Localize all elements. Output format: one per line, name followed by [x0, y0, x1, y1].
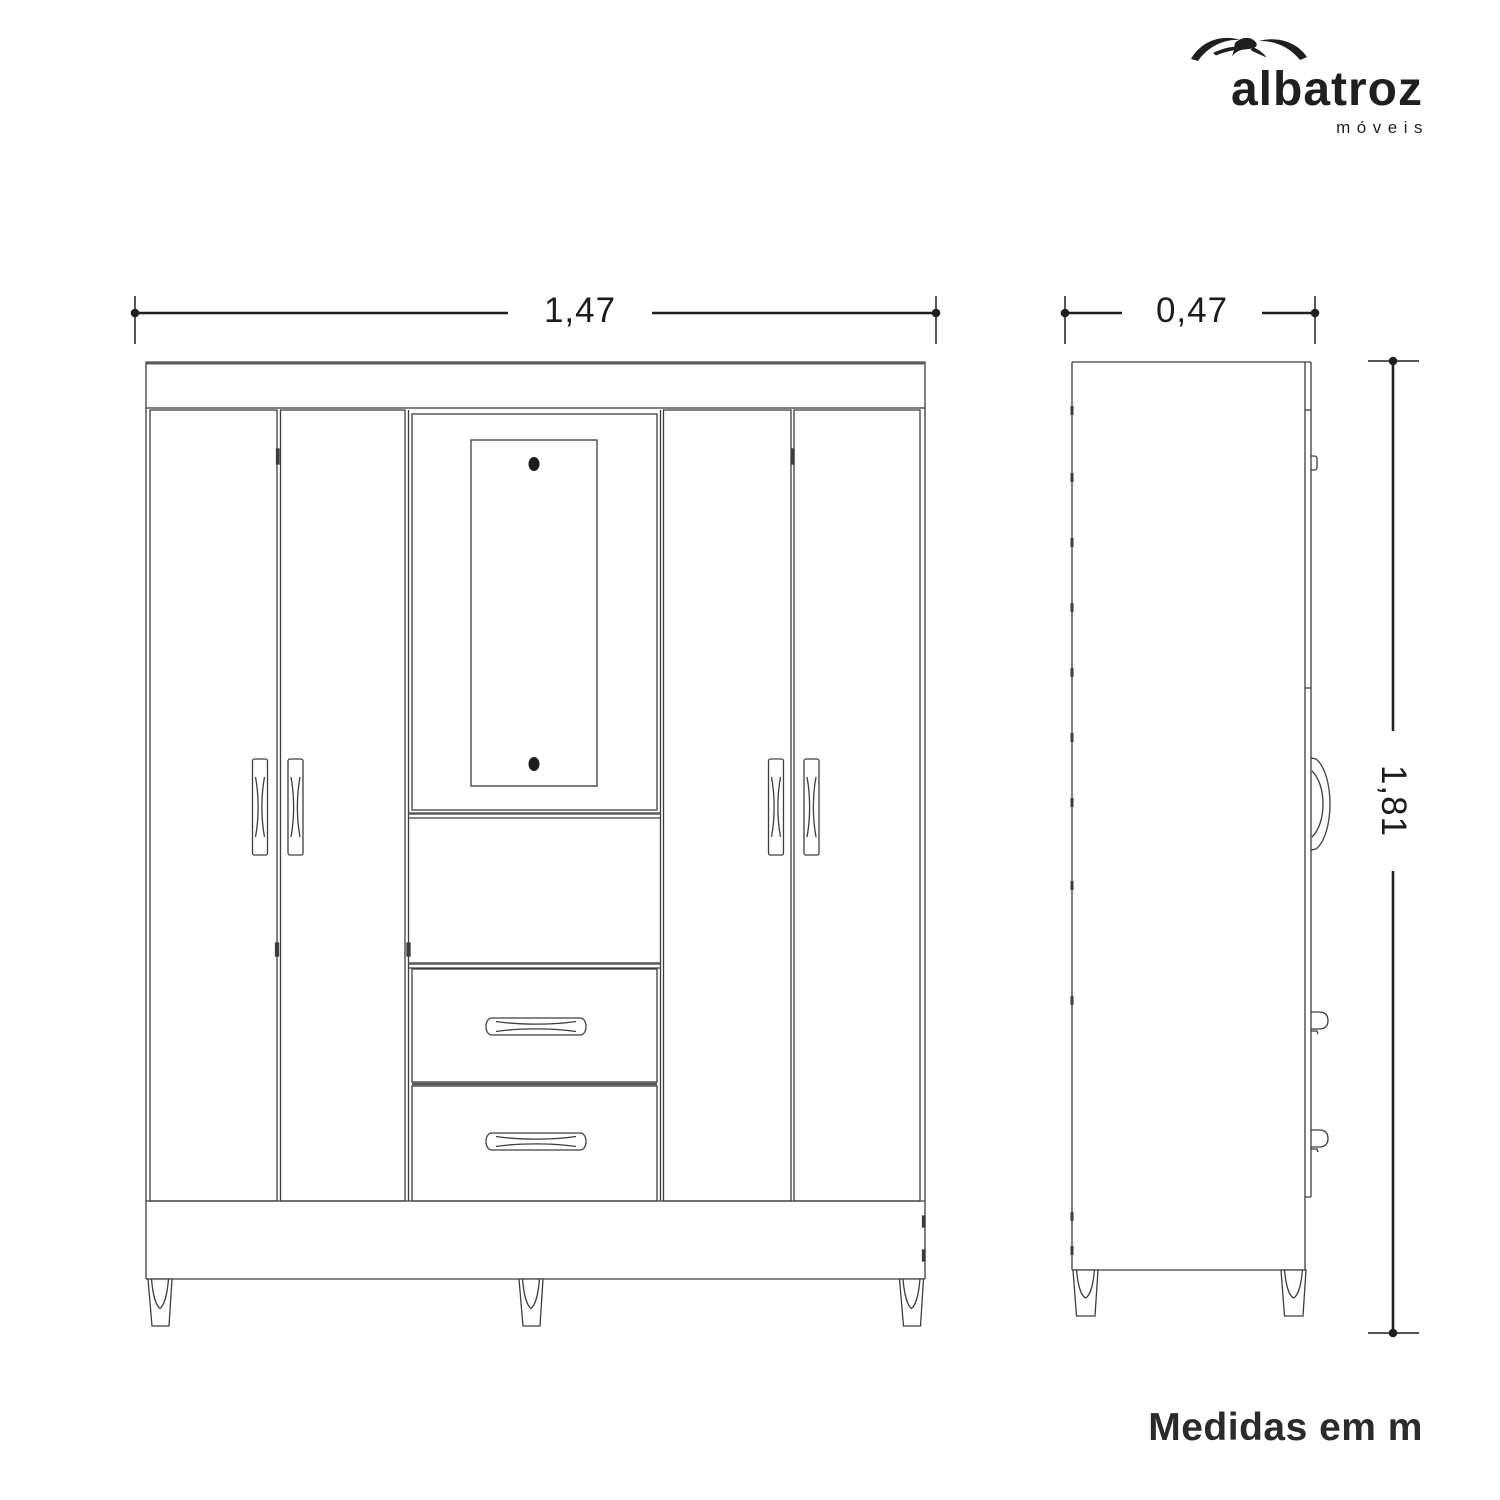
- door-1-handle: [253, 759, 268, 855]
- front-view-drawing: [146, 362, 925, 1326]
- drawer-1-handle: [486, 1018, 586, 1035]
- hinge-mark: [276, 943, 279, 956]
- drawer-2-handle: [486, 1133, 586, 1150]
- drawer-1: [412, 969, 657, 1082]
- front-foot-left: [148, 1279, 172, 1326]
- fitting-mark: [923, 1216, 926, 1227]
- front-foot-center: [519, 1279, 543, 1326]
- front-door-2: [281, 410, 406, 1201]
- side-depth-label: 0,47: [1122, 291, 1262, 331]
- fitting-mark: [923, 1250, 926, 1261]
- side-hinge-bump: [1311, 456, 1317, 470]
- mirror-door: [412, 414, 657, 810]
- side-drawer-handle-1: [1311, 1012, 1328, 1034]
- side-drawer-handle-2: [1311, 1130, 1328, 1152]
- mirror-door-knob-top: [529, 457, 540, 471]
- front-top-panel: [146, 362, 925, 408]
- door-2-handle: [288, 759, 303, 855]
- hinge-mark: [792, 449, 795, 464]
- hinge-mark: [407, 943, 410, 956]
- side-front-step: [1305, 1197, 1311, 1270]
- brand-logo: [1187, 34, 1429, 138]
- mirror-door-knob-bottom: [529, 757, 540, 771]
- side-foot-back: [1281, 1270, 1306, 1316]
- side-foot-front: [1073, 1270, 1098, 1316]
- albatross-bird-icon: [1189, 34, 1311, 66]
- front-foot-right: [900, 1279, 924, 1326]
- door-4-handle: [769, 759, 784, 855]
- door-5-handle: [804, 759, 819, 855]
- mirror-panel: [471, 440, 597, 786]
- front-width-label: 1,47: [510, 291, 650, 331]
- brand-name: albatroz: [1230, 63, 1423, 116]
- hinge-mark: [277, 449, 280, 464]
- height-label: 1,81: [1373, 731, 1413, 871]
- brand-tagline: móveis: [1336, 117, 1429, 137]
- side-door-handle-profile: [1311, 758, 1330, 850]
- front-door-4: [664, 410, 792, 1201]
- units-note: Medidas em m: [1148, 1406, 1423, 1449]
- side-view-drawing: [1071, 362, 1331, 1316]
